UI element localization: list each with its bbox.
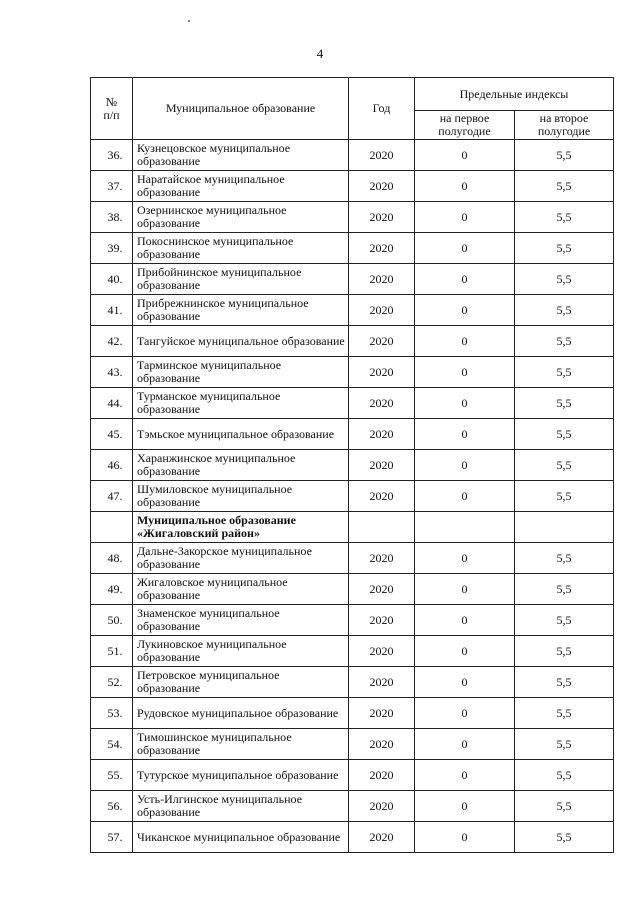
second-half-index: 5,5 [515,140,614,171]
year-cell: 2020 [349,605,415,636]
scan-speck [188,20,190,22]
municipality-name: Харанжинское муниципальное образование [133,450,349,481]
header-number-text: № п/п [103,94,120,122]
year-cell: 2020 [349,667,415,698]
year-cell: 2020 [349,543,415,574]
year-cell: 2020 [349,636,415,667]
municipality-name: Муниципальное образование «Жигаловский район» [133,512,349,543]
year-cell: 2020 [349,450,415,481]
year-cell: 2020 [349,357,415,388]
year-cell: 2020 [349,171,415,202]
first-half-index: 0 [415,357,515,388]
municipality-name: Петровское муниципальное образование [133,667,349,698]
row-number: 49. [91,574,133,605]
row-number: 50. [91,605,133,636]
municipality-name: Тэмьское муниципальное образование [133,419,349,450]
table-row [91,667,614,698]
year-cell: 2020 [349,419,415,450]
second-half-index: 5,5 [515,698,614,729]
first-half-index: 0 [415,605,515,636]
row-number: 44. [91,388,133,419]
first-half-index: 0 [415,729,515,760]
municipality-name: Чиканское муниципальное образование [133,822,349,853]
first-half-index: 0 [415,636,515,667]
year-cell: 2020 [349,760,415,791]
municipality-name: Турманское муниципальное образование [133,388,349,419]
municipality-name: Кузнецовское муниципальное образование [133,140,349,171]
row-number: 54. [91,729,133,760]
second-half-index: 5,5 [515,760,614,791]
table-row [91,295,614,326]
row-number: 39. [91,233,133,264]
header-limit-indices: Предельные индексы [415,78,614,111]
table-row [91,760,614,791]
table-row [91,171,614,202]
municipality-name: Рудовское муниципальное образование [133,698,349,729]
table-body [91,140,614,853]
row-number: 43. [91,357,133,388]
header-first-half-text: на первое полугодие [438,111,491,138]
first-half-index: 0 [415,543,515,574]
second-half-index: 5,5 [515,419,614,450]
row-number: 37. [91,171,133,202]
row-number: 56. [91,791,133,822]
first-half-index: 0 [415,419,515,450]
row-number: 40. [91,264,133,295]
municipality-name: Озернинское муниципальное образование [133,202,349,233]
municipality-name: Знаменское муниципальное образование [133,605,349,636]
municipality-name: Прибойнинское муниципальное образование [133,264,349,295]
header-number [91,78,133,140]
second-half-index: 5,5 [515,481,614,512]
municipality-name: Покоснинское муниципальное образование [133,233,349,264]
header-second-half-text: на второе полугодие [537,111,591,138]
year-cell: 2020 [349,264,415,295]
municipality-name: Тангуйское муниципальное образование [133,326,349,357]
first-half-index: 0 [415,233,515,264]
second-half-index: 5,5 [515,791,614,822]
first-half-index: 0 [415,295,515,326]
second-half-index: 5,5 [515,636,614,667]
table-row [91,822,614,853]
municipality-name: Прибрежнинское муниципальное образование [133,295,349,326]
first-half-index: 0 [415,791,515,822]
table-row [91,233,614,264]
first-half-index: 0 [415,202,515,233]
row-number: 57. [91,822,133,853]
header-first-half [415,111,515,140]
table-row [91,574,614,605]
second-half-index: 5,5 [515,605,614,636]
table-row [91,388,614,419]
table-row [91,543,614,574]
second-half-index: 5,5 [515,822,614,853]
table-row [91,202,614,233]
table-row [91,481,614,512]
first-half-index: 0 [415,264,515,295]
row-number: 36. [91,140,133,171]
municipality-name: Наратайское муниципальное образование [133,171,349,202]
municipality-name: Жигаловское муниципальное образование [133,574,349,605]
first-half-index: 0 [415,574,515,605]
row-number: 52. [91,667,133,698]
second-half-index: 5,5 [515,171,614,202]
row-number: 51. [91,636,133,667]
first-half-index: 0 [415,667,515,698]
municipality-name: Усть-Илгинское муниципальное образование [133,791,349,822]
year-cell: 2020 [349,729,415,760]
header-year: Год [349,78,415,140]
first-half-index: 0 [415,450,515,481]
first-half-index [415,512,515,543]
first-half-index: 0 [415,822,515,853]
municipality-name: Шумиловское муниципальное образование [133,481,349,512]
first-half-index: 0 [415,481,515,512]
row-number: 55. [91,760,133,791]
year-cell: 2020 [349,295,415,326]
second-half-index: 5,5 [515,326,614,357]
second-half-index: 5,5 [515,202,614,233]
row-number: 47. [91,481,133,512]
second-half-index: 5,5 [515,729,614,760]
table-row [91,357,614,388]
first-half-index: 0 [415,388,515,419]
second-half-index: 5,5 [515,543,614,574]
row-number [91,512,133,543]
limits-table [90,77,614,853]
municipality-name: Тимошинское муниципальное образование [133,729,349,760]
table-row [91,729,614,760]
row-number: 38. [91,202,133,233]
table-row [91,419,614,450]
second-half-index: 5,5 [515,357,614,388]
header-municipality: Муниципальное образование [133,78,349,140]
first-half-index: 0 [415,171,515,202]
row-number: 46. [91,450,133,481]
table-group-row [91,512,614,543]
second-half-index: 5,5 [515,667,614,698]
municipality-name: Лукиновское муниципальное образование [133,636,349,667]
header-second-half [515,111,614,140]
first-half-index: 0 [415,326,515,357]
table-row [91,140,614,171]
year-cell: 2020 [349,698,415,729]
row-number: 48. [91,543,133,574]
year-cell: 2020 [349,202,415,233]
year-cell [349,512,415,543]
year-cell: 2020 [349,791,415,822]
table-row [91,450,614,481]
page-number: 4 [316,46,324,61]
table-row [91,791,614,822]
municipality-name: Дальне-Закорское муниципальное образование [133,543,349,574]
second-half-index [515,512,614,543]
row-number: 42. [91,326,133,357]
year-cell: 2020 [349,233,415,264]
year-cell: 2020 [349,481,415,512]
table-row [91,698,614,729]
second-half-index: 5,5 [515,233,614,264]
table-row [91,605,614,636]
table-row [91,326,614,357]
row-number: 41. [91,295,133,326]
year-cell: 2020 [349,326,415,357]
row-number: 45. [91,419,133,450]
year-cell: 2020 [349,574,415,605]
first-half-index: 0 [415,698,515,729]
municipality-name: Тутурское муниципальное образование [133,760,349,791]
table-row [91,264,614,295]
first-half-index: 0 [415,140,515,171]
first-half-index: 0 [415,760,515,791]
second-half-index: 5,5 [515,388,614,419]
second-half-index: 5,5 [515,295,614,326]
second-half-index: 5,5 [515,574,614,605]
table-row [91,636,614,667]
second-half-index: 5,5 [515,450,614,481]
year-cell: 2020 [349,822,415,853]
row-number: 53. [91,698,133,729]
second-half-index: 5,5 [515,264,614,295]
year-cell: 2020 [349,388,415,419]
municipality-name: Тарминское муниципальное образование [133,357,349,388]
year-cell: 2020 [349,140,415,171]
